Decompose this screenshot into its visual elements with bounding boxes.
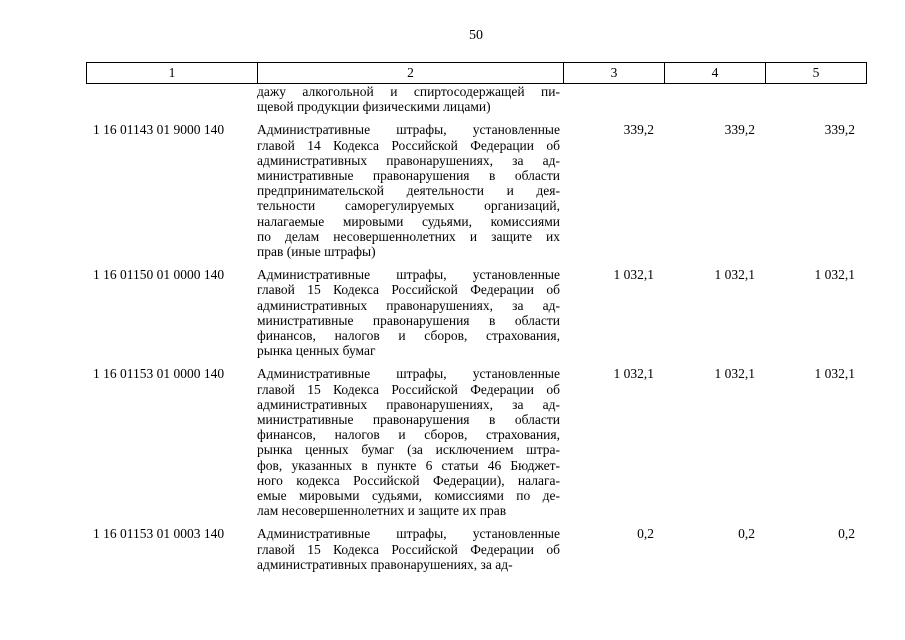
amount-col5-cell: 1 032,1 [814, 366, 855, 382]
amount-col5-cell: 0,2 [838, 526, 855, 542]
description-line: прав (иные штрафы) [257, 244, 376, 260]
description-line: административных правонарушениях, за ад- [257, 152, 560, 168]
description-line: по делам несовершеннолетних и защите их [257, 228, 560, 244]
amount-col3-cell: 1 032,1 [613, 267, 654, 283]
description-cell [254, 366, 560, 518]
description-cell [254, 122, 560, 259]
description-cell [254, 526, 560, 572]
description-cell [254, 267, 560, 358]
row-gap [86, 114, 866, 122]
description-line: Административные штрафы, установленные [257, 122, 560, 138]
description-line: тельности саморегулируемых организаций, [257, 198, 560, 214]
description-line: ного кодекса Российской Федерации), налага- [257, 472, 560, 488]
description-line: налагаемые мировыми судьями, комиссиями [257, 213, 560, 229]
column-header-3: 3 [564, 63, 665, 84]
table-row [86, 526, 866, 572]
description-line: Административные штрафы, установленные [257, 366, 560, 382]
column-header-5: 5 [766, 63, 867, 84]
row-gap [86, 259, 866, 267]
description-line: предпринимательской деятельности и дея- [257, 183, 560, 199]
table-row [86, 267, 866, 358]
row-gap [86, 518, 866, 526]
description-line: щевой продукции физическими лицами) [257, 99, 491, 115]
description-line: финансов, налогов и сборов, страхования, [257, 427, 560, 443]
amount-col3-cell: 0,2 [637, 526, 654, 542]
description-line: главой 15 Кодекса Российской Федерации об [257, 282, 560, 298]
amount-col5-cell: 1 032,1 [814, 267, 855, 283]
description-line: фов, указанных в пункте 6 статьи 46 Бюджет- [257, 457, 560, 473]
budget-code-cell: 1 16 01143 01 9000 140 [93, 122, 225, 138]
column-header-4: 4 [665, 63, 766, 84]
description-line: Административные штрафы, установленные [257, 267, 560, 283]
amount-col3-cell: 339,2 [623, 122, 654, 138]
amount-col4-cell: 1 032,1 [714, 267, 755, 283]
table-row [86, 122, 866, 259]
column-header-2: 2 [258, 63, 564, 84]
amount-col3-cell: 1 032,1 [613, 366, 654, 382]
description-line: главой 15 Кодекса Российской Федерации об [257, 381, 560, 397]
description-line: емые мировыми судьями, комиссиями по де- [257, 488, 560, 504]
description-line: Административные штрафы, установленные [257, 526, 560, 542]
description-cell [254, 84, 560, 114]
table-header [86, 62, 867, 84]
table-row [86, 366, 866, 518]
amount-col4-cell: 0,2 [738, 526, 755, 542]
description-line: административных правонарушениях, за ад- [257, 556, 513, 572]
budget-code-cell: 1 16 01153 01 0000 140 [93, 366, 225, 382]
table-row [86, 84, 866, 114]
budget-code-cell: 1 16 01153 01 0003 140 [93, 526, 225, 542]
description-line: административных правонарушениях, за ад- [257, 396, 560, 412]
description-line: рынка ценных бумаг [257, 343, 376, 359]
description-line: главой 14 Кодекса Российской Федерации об [257, 137, 560, 153]
description-line: главой 15 Кодекса Российской Федерации об [257, 541, 560, 557]
description-line: рынка ценных бумаг (за исключением штра- [257, 442, 560, 458]
description-line: министративные правонарушения в области [257, 412, 560, 428]
amount-col4-cell: 339,2 [724, 122, 755, 138]
description-line: лам несовершеннолетних и защите их прав [257, 503, 507, 519]
description-line: дажу алкогольной и спиртосодержащей пи- [257, 84, 560, 99]
column-header-1: 1 [87, 63, 258, 84]
description-line: министративные правонарушения в области [257, 168, 560, 184]
description-line: финансов, налогов и сборов, страхования, [257, 328, 560, 344]
budget-code-cell: 1 16 01150 01 0000 140 [93, 267, 225, 283]
amount-col4-cell: 1 032,1 [714, 366, 755, 382]
amount-col5-cell: 339,2 [824, 122, 855, 138]
table-body [86, 84, 866, 572]
page-number: 50 [469, 28, 483, 43]
description-line: административных правонарушениях, за ад- [257, 297, 560, 313]
row-gap [86, 358, 866, 366]
description-line: министративные правонарушения в области [257, 312, 560, 328]
